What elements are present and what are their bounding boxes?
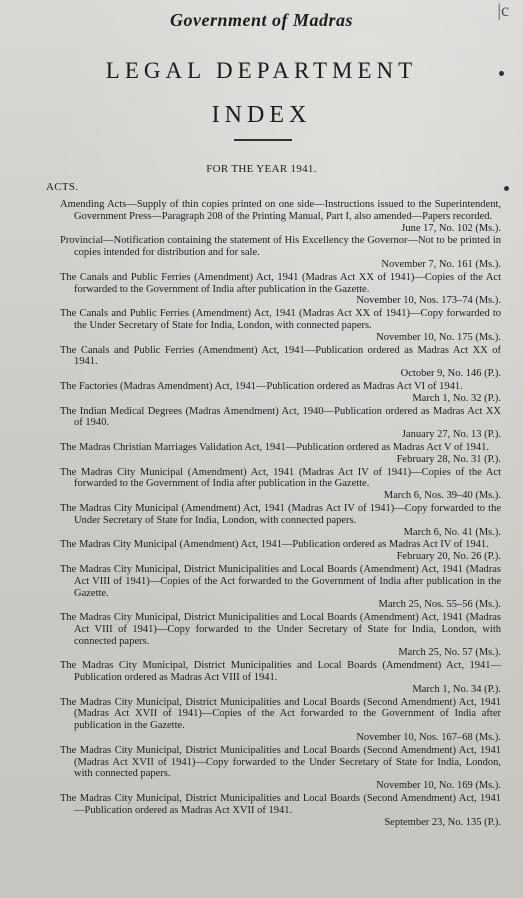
index-entry	[60, 467, 501, 502]
corner-ink-mark: |c	[497, 0, 509, 20]
binding-hole-mark	[499, 71, 504, 76]
entry-reference: March 6, Nos. 39–40 (Ms.).	[383, 490, 501, 502]
index-entry	[60, 612, 501, 659]
entry-text: The Canals and Public Ferries (Amendment) Act, 1941—Publication ordered as Madras Act XX of 1941.	[60, 344, 501, 368]
entry-text: The Madras City Municipal, District Municipalities and Local Boards (Amendment) Act, 1941—Publication ordered as Madras Act VIII of 1941.	[60, 660, 501, 684]
index-entry	[60, 406, 501, 441]
entry-reference: November 10, No. 169 (Ms.).	[376, 780, 501, 792]
entry-reference: February 28, No. 31 (P.).	[396, 453, 501, 465]
entry-reference: January 27, No. 13 (P.).	[401, 429, 501, 441]
index-entry	[60, 199, 501, 234]
entry-reference: June 17, No. 102 (Ms.).	[401, 222, 501, 234]
index-entry	[60, 235, 501, 270]
entry-text: The Canals and Public Ferries (Amendment) Act, 1941 (Madras Act XX of 1941)—Copy forwarded to the Under Secretary of State for India, London, with connected papers.	[60, 308, 501, 331]
entry-text: The Madras City Municipal, District Municipalities and Local Boards (Amendment) Act, 1941 (Madras Act VIII of 1941)—Copy forwarded to the Under Secretary of State for India, London, with connected papers.	[60, 612, 501, 647]
title-rule	[234, 139, 292, 141]
index-entry	[60, 564, 501, 611]
index-entry	[60, 539, 501, 563]
index-entry	[60, 272, 501, 307]
entry-text: The Madras City Municipal, District Municipalities and Local Boards (Amendment) Act, 1941 (Madras Act VIII of 1941)—Copies of the Act forwarded to the Government of India after publication in the Gazette.	[60, 563, 501, 599]
index-entry	[60, 697, 501, 744]
entry-text: The Madras City Municipal, District Municipalities and Local Boards (Second Amendment) Act, 1941—Publication ordered as Madras Act XVII of 1941.	[60, 793, 501, 816]
entry-reference: November 10, Nos. 173–74 (Ms.).	[356, 295, 501, 307]
entry-reference: October 9, No. 146 (P.).	[400, 368, 501, 380]
entry-text: The Madras Christian Marriages Validation Act, 1941—Publication ordered as Madras Act V of 1941.	[60, 441, 489, 453]
entry-text: The Madras City Municipal, District Municipalities and Local Boards (Second Amendment) Act, 1941 (Madras Act XVII of 1941)—Copies of the Act forwarded to the Government of India after publication in the Gazette.	[60, 696, 501, 732]
entry-reference: November 10, Nos. 167–68 (Ms.).	[356, 732, 501, 744]
binding-hole-mark	[504, 186, 509, 191]
entry-reference: March 25, No. 57 (Ms.).	[398, 647, 501, 659]
entry-reference: November 7, No. 161 (Ms.).	[381, 258, 501, 270]
index-entry	[60, 793, 501, 828]
entry-text: Provincial—Notification containing the statement of His Excellency the Governor—Not to be printed in copies intended for distribution and for sale.	[60, 235, 501, 259]
index-entry	[60, 503, 501, 538]
year-line: FOR THE YEAR 1941.	[206, 163, 317, 175]
entry-reference: March 1, No. 32 (P.).	[412, 392, 501, 404]
section-heading: ACTS.	[46, 181, 79, 193]
index-title: INDEX	[211, 102, 312, 128]
entry-reference: September 23, No. 135 (P.).	[384, 816, 501, 828]
entry-reference: February 20, No. 26 (P.).	[396, 551, 501, 563]
index-entries	[60, 199, 501, 829]
index-entry	[60, 345, 501, 380]
index-entry	[60, 745, 501, 792]
entry-text: The Madras City Municipal (Amendment) Act, 1941 (Madras Act IV of 1941)—Copies of the Act forwarded to the Government of India after publication in the Gazette.	[60, 466, 501, 490]
entry-text: The Canals and Public Ferries (Amendment) Act, 1941 (Madras Act XX of 1941)—Copies of the Act forwarded to the Government of India after publication in the Gazette.	[60, 271, 501, 295]
entry-text: The Madras City Municipal, District Municipalities and Local Boards (Second Amendment) Act, 1941 (Madras Act XVII of 1941)—Copy forwarded to the Under Secretary of State for India, London, with connected papers.	[60, 744, 501, 780]
index-entry	[60, 308, 501, 343]
department-heading: LEGAL DEPARTMENT	[105, 58, 418, 83]
entry-text: Amending Acts—Supply of thin copies printed on one side—Instructions issued to the Superintendent, Government Press—Paragraph 208 of the Printing Manual, Part I, also amended—Papers recorded.	[60, 199, 501, 222]
index-entry	[60, 660, 501, 695]
index-entry	[60, 442, 501, 466]
entry-reference: March 6, No. 41 (Ms.).	[403, 526, 501, 538]
entry-text: The Madras City Municipal (Amendment) Act, 1941—Publication ordered as Madras Act IV of 1941.	[60, 539, 489, 551]
index-entry	[60, 381, 501, 405]
entry-reference: March 1, No. 34 (P.).	[412, 683, 501, 695]
entry-text: The Indian Medical Degrees (Madras Amendment) Act, 1940—Publication ordered as Madras Act XX of 1940.	[60, 405, 501, 429]
entry-text: The Madras City Municipal (Amendment) Act, 1941 (Madras Act IV of 1941)—Copy forwarded to the Under Secretary of State for India, London, with connected papers.	[60, 502, 501, 526]
entry-reference: November 10, No. 175 (Ms.).	[376, 331, 501, 343]
entry-reference: March 25, Nos. 55–56 (Ms.).	[378, 599, 501, 611]
entry-text: The Factories (Madras Amendment) Act, 1941—Publication ordered as Madras Act VI of 1941.	[60, 380, 463, 392]
government-heading: Government of Madras	[169, 10, 353, 30]
